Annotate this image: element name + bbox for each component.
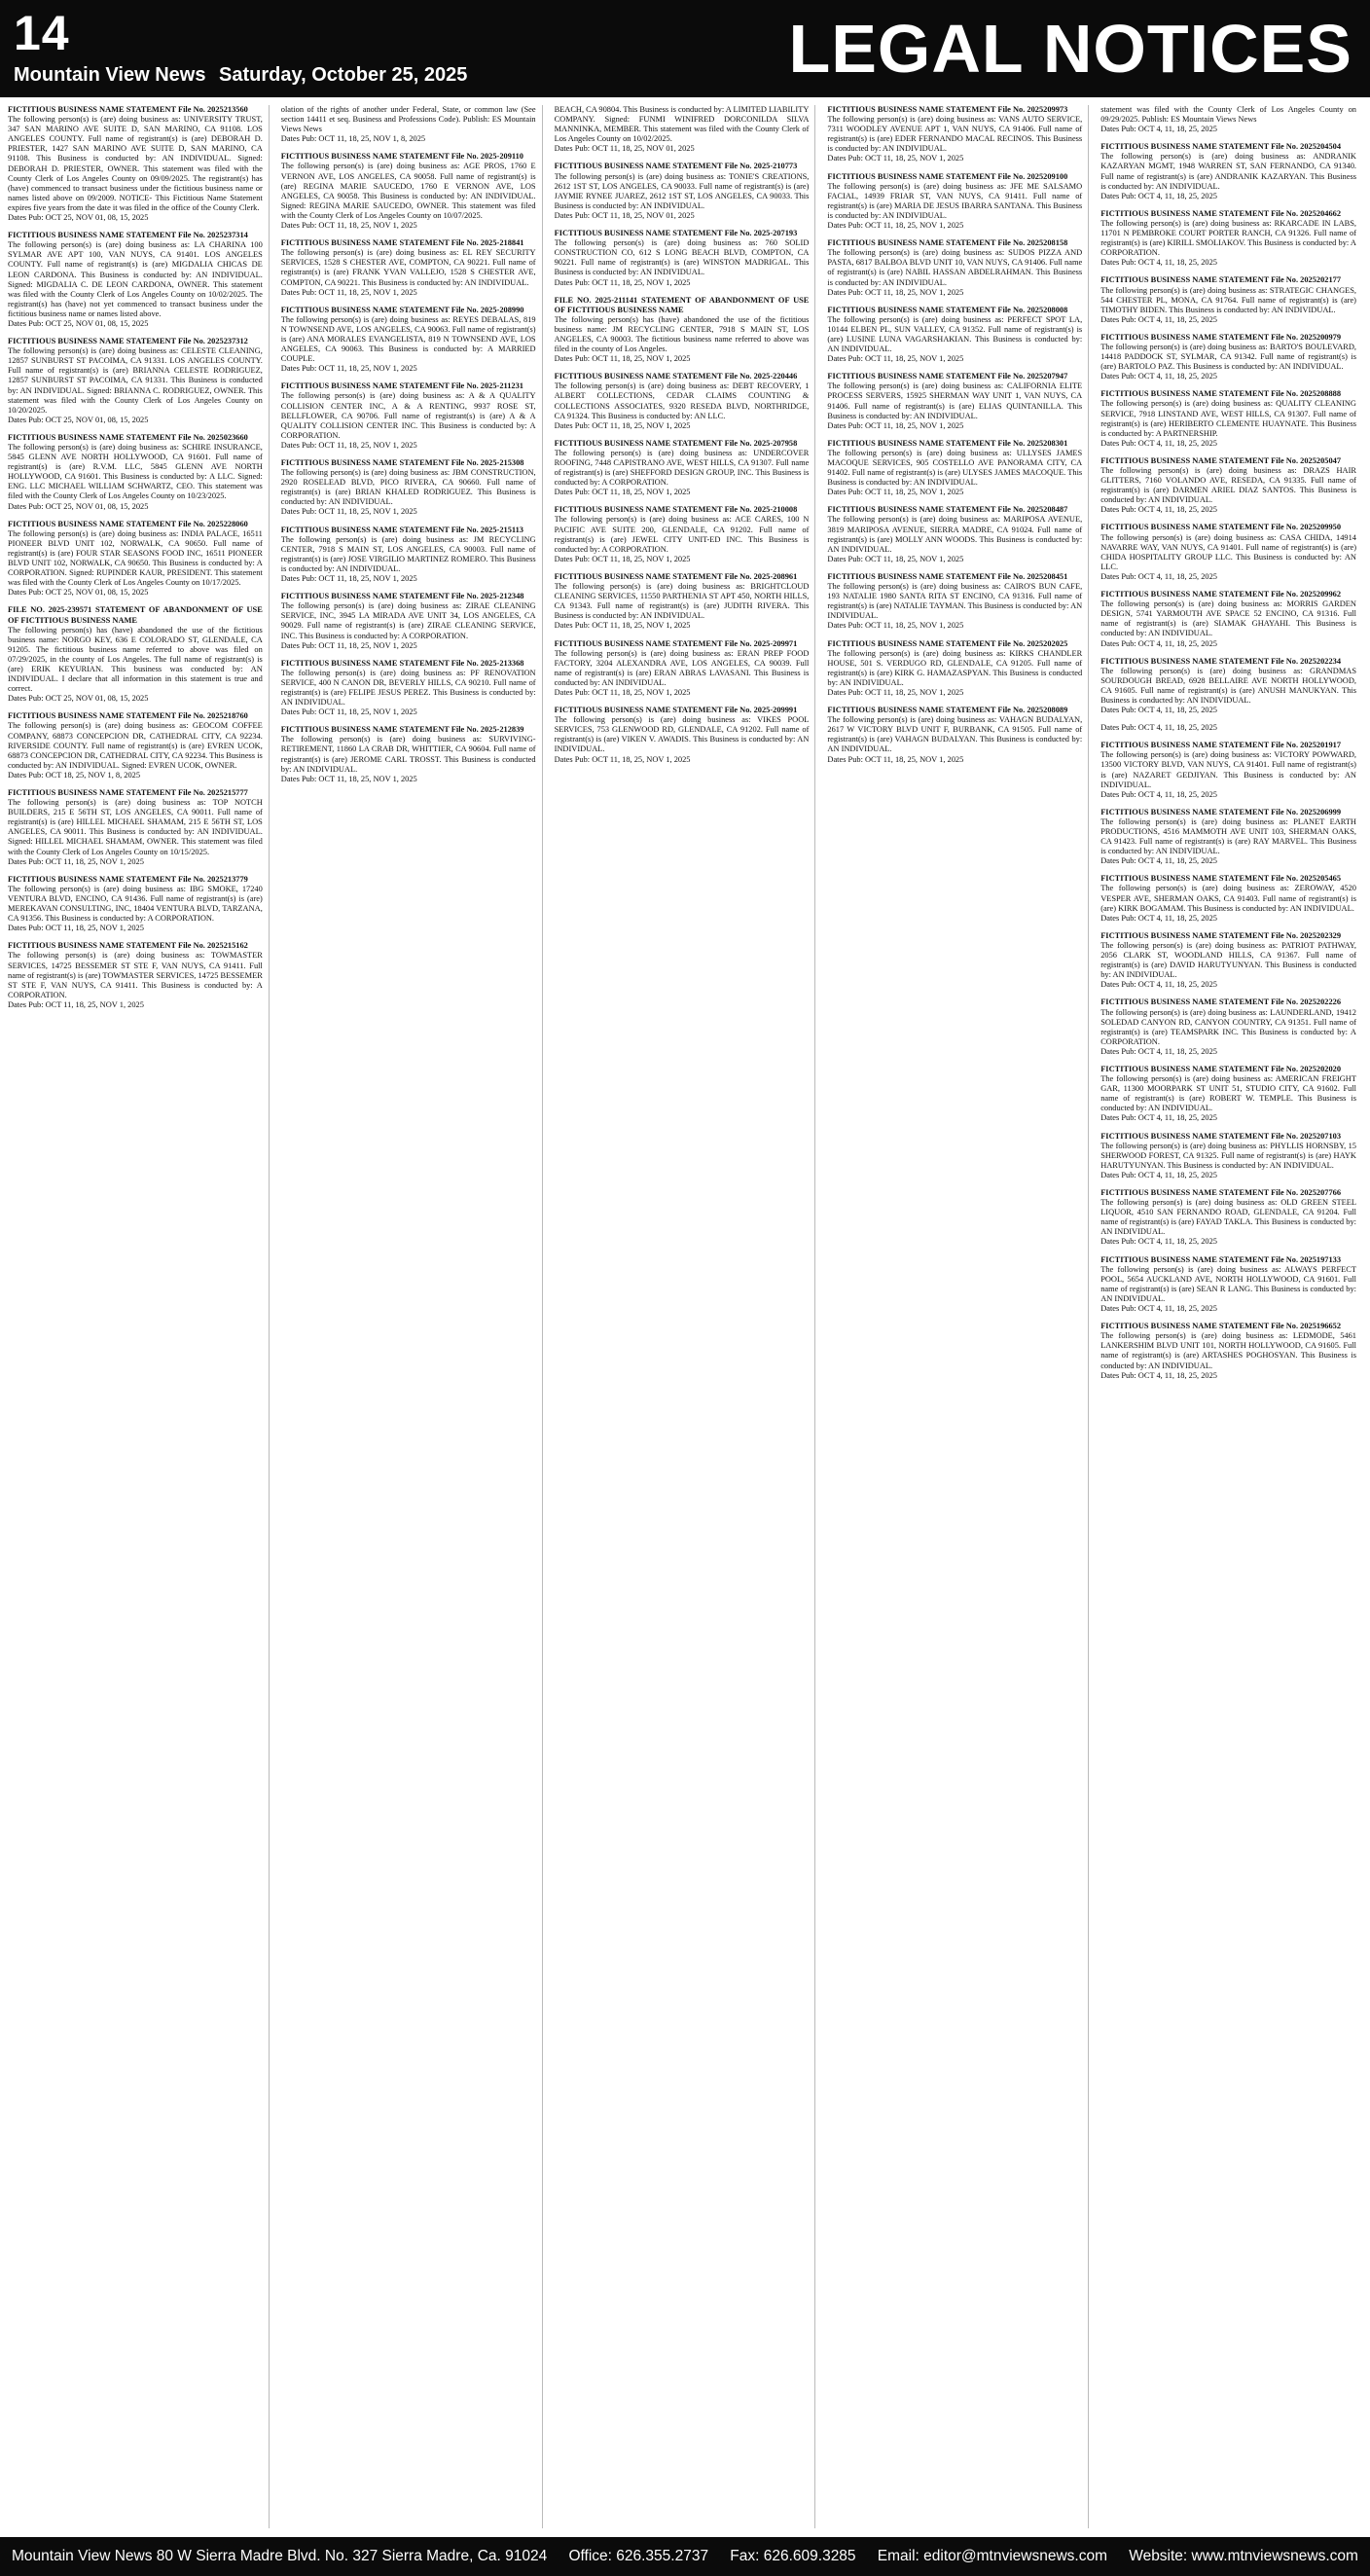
notice-head: FICTITIOUS BUSINESS NAME STATEMENT File No. 2025-215308 (280, 458, 524, 467)
notice-head: FICTITIOUS BUSINESS NAME STATEMENT File No. 2025207103 (1100, 1131, 1342, 1141)
notice-dates: Dates Pub: OCT 11, 18, 25, NOV 1, 2025 (827, 488, 964, 497)
notice-body: The following person(s) is (are) doing business as: UNIVERSITY TRUST, 347 SAN MARINO AVE SUITE D, SAN MARINO, CA 91108. LOS ANGELES COUNTY. Full name of registrant(s) is (are) DEBORAH D. PRIESTER, 1427 SAN MARINO AVE SUITE D, SAN MARINO, CA 91108. This Business is conducted by: AN INDIVIDUAL. Signed: DEBORAH D. PRIESTER, OWNER. This statement was filed with the County Clerk of Los Angeles County on 09/09/2025. The registrant(s) has (have) commenced to transact business under the fictitious business name or names listed above on 09/2009. NOTICE- This Fictitious Name Statement expires five years from the date it was filed in the office of the County Clerk. (8, 115, 263, 212)
notice-head: FICTITIOUS BUSINESS NAME STATEMENT File No. 2025-210008 (554, 505, 798, 515)
legal-notice (555, 439, 810, 498)
notice-body: The following person(s) is (are) doing business as: AMERICAN FREIGHT GAR, 11300 MOORPARK ST UNIT 51, STUDIO CITY, CA 91602. Full name of registrant(s) is (are) ROBERT W. TEMPLE. This Business is conducted by: AN INDIVIDUAL. (1100, 1074, 1356, 1113)
legal-notice (555, 572, 810, 632)
legal-notice (281, 381, 536, 451)
legal-notice (1100, 874, 1356, 923)
notice-head: FICTITIOUS BUSINESS NAME STATEMENT File No. 2025208451 (827, 571, 1068, 581)
masthead-banner (0, 0, 1370, 97)
notice-body: The following person(s) is (are) doing business as: LAUNDERLAND, 19412 SOLEDAD CANYON RD, CANYON COUNTRY, CA 91351. Full name of registrant(s) is (are) TEAMSPARK INC. This Business is conducted by: A CORPORATION. (1100, 1007, 1356, 1046)
notice-dates: Dates Pub: OCT 11, 18, 25, NOV 1, 2025 (280, 774, 417, 783)
notice-dates: Dates Pub: OCT 11, 18, 25, NOV 1, 2025 (8, 924, 144, 933)
notices-columns (8, 105, 1362, 2528)
legal-notice (827, 372, 1082, 431)
notice-head: FICTITIOUS BUSINESS NAME STATEMENT File No. 2025213779 (8, 874, 248, 884)
notice-body: Dates Pub: OCT 4, 11, 18, 25, 2025 (1100, 723, 1217, 733)
notice-body: The following person(s) has (have) abandoned the use of the fictitious business name: JM RECYCLING CENTER, 7918 S MAIN ST, LOS ANGELES, CA 90003. The fictitious business name referred to above was filed in the county of Los Angeles. (554, 314, 810, 354)
notice-body: The following person(s) is (are) doing business as: ALWAYS PERFECT POOL, 5654 AUCKLAND AVE, NORTH HOLLYWOOD, CA 91601. Full name of registrant(s) is (are) SEAN R LANG. This Business is conducted by: AN INDIVIDUAL. (1100, 1264, 1356, 1303)
legal-notice (555, 105, 810, 154)
notice-dates: Dates Pub: OCT 11, 18, 25, NOV 1, 2025 (280, 640, 417, 650)
legal-notice (281, 659, 536, 718)
legal-notice (281, 306, 536, 375)
notice-dates: Dates Pub: OCT 11, 18, 25, NOV 1, 2025 (554, 354, 691, 364)
notice-body: The following person(s) is (are) doing business as: OLD GREEN STEEL LIQUOR, 4510 SAN FERNANDO ROAD, GLENDALE, CA 91204. Full name of registrant(s) is (are) FAYAD TAKLA. This Business is conducted by: AN INDIVIDUAL. (1100, 1198, 1356, 1237)
legal-notice (827, 706, 1082, 765)
notice-head: FICTITIOUS BUSINESS NAME STATEMENT File No. 2025208301 (827, 438, 1068, 448)
legal-notice (827, 306, 1082, 365)
footer-website[interactable]: Website: www.mtnviewsnews.com (1129, 2548, 1358, 2564)
legal-notice (8, 520, 263, 599)
notice-head: FICTITIOUS BUSINESS NAME STATEMENT File No. 2025204504 (1100, 142, 1342, 152)
notice-body: The following person(s) is (are) doing business as: TONIE'S CREATIONS, 2612 1ST ST, LOS ANGELES, CA 90033. Full name of registrant(s) is (are) JAYMIE RYNEE JUAREZ, 2612 1ST ST, LOS ANGELES, CA 90033. This Business is conducted by: AN INDIVIDUAL. (554, 171, 810, 210)
notice-body: The following person(s) is (are) doing business as: INDIA PALACE, 16511 PIONEER BLVD UNIT 102, NORWALK, CA 90650. Full name of registrant(s) is (are) FOUR STAR SEASONS FOOD INC, 16511 PIONEER BLVD UNIT 102, NORWALK, CA 90650. This Business is conducted by: A CORPORATION. Signed: RUPINDER KAUR, PRESIDENT. This statement was filed with the County Clerk of Los Angeles County on 10/17/2025. (8, 528, 263, 588)
notice-head: FICTITIOUS BUSINESS NAME STATEMENT File No. 2025196652 (1100, 1322, 1342, 1331)
notice-dates: Dates Pub: OCT 11, 18, 25, NOV 1, 2025 (827, 154, 964, 163)
legal-notice (8, 711, 263, 780)
notice-column (8, 105, 270, 2528)
notice-body: The following person(s) is (are) doing business as: SUDOS PIZZA AND PASTA, 6817 BALBOA BLVD UNIT 10, VAN NUYS, CA 91406. Full name of registrant(s) is (are) NABIL HASSAN ABDELRAHMAN. This Business is conducted by: AN INDIVIDUAL. (827, 248, 1083, 287)
notice-head: FICTITIOUS BUSINESS NAME STATEMENT File No. 2025208487 (827, 505, 1068, 515)
notice-dates: Dates Pub: OCT 11, 18, 25, NOV 1, 2025 (827, 687, 964, 697)
legal-notice (1100, 741, 1356, 800)
notice-head: FICTITIOUS BUSINESS NAME STATEMENT File No. 2025206999 (1100, 807, 1342, 816)
notice-dates: Dates Pub: OCT 11, 18, 25, NOV 1, 2025 (280, 507, 417, 517)
notice-dates: Dates Pub: OCT 4, 11, 18, 25, 2025 (1100, 789, 1217, 799)
notice-body: The following person(s) is (are) doing business as: PF RENOVATION SERVICE, 400 N CANON DR, BEVERLY HILLS, CA 90210. Full name of registrant(s) is (are) FELIPE JESUS PEREZ. This Business is conducted by: AN INDIVIDUAL. (280, 668, 536, 707)
notice-dates: Dates Pub: OCT 11, 18, 25, NOV 1, 2025 (554, 754, 691, 764)
legal-notice (827, 572, 1082, 632)
notice-body: The following person(s) is (are) doing business as: QUALITY CLEANING SERVICE, 7918 LINSTAND AVE, WEST HILLS, CA 91307. Full name of registrant(s) is (are) HERIBERTO CLEMENTE HUAYNATE. This Business is conducted by: A PARTNERSHIP. (1100, 399, 1356, 438)
notice-body: The following person(s) has (have) abandoned the use of the fictitious business name: NORGO KEY, 636 E COLORADO ST, GLENDALE, CA 91205. The fictitious business name referred to above was filed on 07/29/2025, in the county of Los Angeles. The full name of registrant(s) is (are) ERIK KEYURIAN. This business was conducted by: AN INDIVIDUAL. I declare that all information in this statement is true and correct. (8, 625, 263, 694)
notice-head: FICTITIOUS BUSINESS NAME STATEMENT File No. 2025209100 (827, 171, 1068, 181)
legal-notice (281, 152, 536, 231)
notice-dates: Dates Pub: OCT 4, 11, 18, 25, 2025 (1100, 438, 1217, 448)
legal-notice (8, 605, 263, 704)
notice-body: The following person(s) is (are) doing business as: IBG SMOKE, 17240 VENTURA BLVD, ENCINO, CA 91436. Full name of registrant(s) is (are) MEREKAVAN CONSULTING, INC, 18404 VENTURA BLVD, TARZANA, CA 91356. This Business is conducted by: A CORPORATION. (8, 884, 263, 924)
notice-dates: Dates Pub: OCT 4, 11, 18, 25, 2025 (1100, 1113, 1217, 1123)
notice-head: FICTITIOUS BUSINESS NAME STATEMENT File No. 2025-213368 (280, 658, 524, 668)
notice-dates: Dates Pub: OCT 11, 18, 25, NOV 1, 2025 (8, 999, 144, 1009)
publication-name: Mountain View News (14, 64, 206, 86)
legal-notice (1100, 723, 1356, 733)
legal-notice (8, 788, 263, 867)
legal-notice (555, 296, 810, 365)
notice-body: The following person(s) is (are) doing business as: JM RECYCLING CENTER, 7918 S MAIN ST, LOS ANGELES, CA 90003. Full name of registrant(s) is (are) JOSE VIRGILIO MARTINEZ ROMERO. This Business is conducted by: AN INDIVIDUAL. (280, 534, 536, 573)
notice-dates: Dates Pub: OCT 18, 25, NOV 1, 8, 2025 (8, 770, 141, 780)
legal-notice (281, 238, 536, 298)
notice-body: The following person(s) is (are) doing business as: EL REY SECURITY SERVICES, 1528 S CHESTER AVE, COMPTON, CA 90221. Full name of registrant(s) is (are) FRANK YVAN VALLEJO, 1528 S CHESTER AVE, COMPTON, CA 90221. This Business is conducted by: AN INDIVIDUAL. (280, 248, 536, 287)
notice-body: The following person(s) is (are) doing business as: GEOCOM COFFEE COMPANY, 68873 CONCEPCION DR, CATHEDRAL CITY, CA 92234. RIVERSIDE COUNTY. Full name of registrant(s) is (are) EVREN UCOK, 68873 CONCEPCION DR, CATHEDRAL CITY, CA 92234. This Business is conducted by: AN INDIVIDUAL. Signed: EVREN UCOK, OWNER. (8, 721, 263, 770)
notice-body: The following person(s) is (are) doing business as: REYES DEBALAS, 819 N TOWNSEND AVE, LOS ANGELES, CA 90063. Full name of registrant(s) is (are) ANA MORALES EVANGELISTA, 819 N TOWNSEND AVE, LOS ANGELES, CA 90063. This Business is conducted by: A MARRIED COUPLE. (280, 314, 536, 364)
legal-notice (8, 337, 263, 425)
notice-body: The following person(s) is (are) doing business as: TOWMASTER SERVICES, 14725 BESSEMER ST STE F, VAN NUYS, CA 91411. Full name of registrant(s) is (are) TOWMASTER SERVICES, 14725 BESSEMER ST STE F, VAN NUYS, CA 91411. This Business is conducted by: A CORPORATION. (8, 951, 263, 999)
notice-head: FICTITIOUS BUSINESS NAME STATEMENT File No. 2025228060 (8, 519, 248, 528)
legal-notice (827, 439, 1082, 498)
legal-notice (827, 238, 1082, 298)
notice-dates: Dates Pub: OCT 11, 18, 25, NOV 1, 2025 (827, 221, 964, 231)
notice-head: FICTITIOUS BUSINESS NAME STATEMENT File No. 2025209950 (1100, 523, 1342, 532)
notice-dates: Dates Pub: OCT 11, 18, 25, NOV 1, 2025 (827, 287, 964, 297)
notice-dates: Dates Pub: OCT 4, 11, 18, 25, 2025 (1100, 856, 1217, 866)
legal-notice (1100, 808, 1356, 867)
notice-dates: Dates Pub: OCT 11, 18, 25, NOV 1, 2025 (554, 277, 691, 287)
notice-column (281, 105, 543, 2528)
legal-notice (1100, 1255, 1356, 1315)
legal-notice (1100, 1065, 1356, 1124)
notice-dates: Dates Pub: OCT 4, 11, 18, 25, 2025 (1100, 191, 1217, 200)
notice-dates: Dates Pub: OCT 4, 11, 18, 25, 2025 (1100, 980, 1217, 990)
notice-dates: Dates Pub: OCT 4, 11, 18, 25, 2025 (1100, 372, 1217, 381)
notice-head: FICTITIOUS BUSINESS NAME STATEMENT File No. 2025-211231 (280, 381, 523, 391)
notice-head: FICTITIOUS BUSINESS NAME STATEMENT File No. 2025208008 (827, 305, 1068, 314)
notice-body: The following person(s) is (are) doing business as: ERAN PREP FOOD FACTORY, 3204 ALEXANDRA AVE, LOS ANGELES, CA 90039. Full name of registrant(s) is (are) ERAN ABRAS LAVASANI. This Business is conducted by: AN INDIVIDUAL. (554, 648, 810, 687)
notice-body: The following person(s) is (are) doing business as: CALIFORNIA ELITE PROCESS SERVERS, 15925 SHERMAN WAY UNIT 1, VAN NUYS, CA 91406. Full name of registrant(s) is (are) ELIAS QUINTANILLA. This Business is conducted by: AN INDIVIDUAL. (827, 381, 1083, 420)
notice-dates: Dates Pub: OCT 11, 18, 25, NOV 1, 2025 (827, 420, 964, 430)
notice-head: FICTITIOUS BUSINESS NAME STATEMENT File No. 2025202234 (1100, 656, 1342, 666)
legal-notice (1100, 1322, 1356, 1381)
notice-head: FICTITIOUS BUSINESS NAME STATEMENT File No. 2025208158 (827, 238, 1068, 248)
notice-head: FICTITIOUS BUSINESS NAME STATEMENT File No. 2025202177 (1100, 275, 1342, 285)
notice-head: FICTITIOUS BUSINESS NAME STATEMENT File No. 2025-212348 (280, 592, 524, 601)
notice-head: FICTITIOUS BUSINESS NAME STATEMENT File No. 2025200979 (1100, 332, 1342, 342)
notice-dates: Dates Pub: OCT 4, 11, 18, 25, 2025 (1100, 913, 1217, 923)
legal-notice (1100, 209, 1356, 269)
notice-body: BEACH, CA 90804. This Business is conducted by: A LIMITED LIABILITY COMPANY. Signed: FUNMI WINIFRED DORCONILDA SILVA MANNINKA, MEMBER. This statement was filed with the County Clerk of Los Angeles County on 10/02/2025. (554, 105, 810, 144)
notice-body: The following person(s) is (are) doing business as: DEBT RECOVERY, 1 ALBERT COLLECTIONS, CEDAR CLAIMS COUNTING & COLLECTIONS ASSOCIATES, 9320 RESEDA BLVD, NORTHRIDGE, CA 91324. This Business is conducted by: AN LLC. (554, 381, 810, 420)
legal-notice (555, 639, 810, 699)
notice-dates: Dates Pub: OCT 11, 18, 25, NOV 1, 2025 (280, 574, 417, 584)
notice-body: The following person(s) is (are) doing business as: UNDERCOVER ROOFING, 7448 CAPISTRANO AVE, WEST HILLS, CA 91307. Full name of registrant(s) is (are) SHEFFORD DESIGN GROUP, INC. This Business is conducted by: A CORPORATION. (554, 448, 810, 488)
notice-dates: Dates Pub: OCT 25, NOV 01, 08, 15, 2025 (8, 415, 149, 424)
legal-notice (555, 372, 810, 431)
publication-line (14, 64, 467, 87)
notice-dates: Dates Pub: OCT 11, 18, 25, NOV 1, 2025 (827, 621, 964, 631)
notice-dates: Dates Pub: OCT 4, 11, 18, 25, 2025 (1100, 314, 1217, 324)
notice-body: The following person(s) is (are) doing business as: 760 SOLID CONSTRUCTION CO, 612 S LONG BEACH BLVD, COMPTON, CA 90221. Full name of registrant(s) is (are) WINSTON MADRIGAL. This Business is conducted by: AN INDIVIDUAL. (554, 238, 810, 277)
notice-dates: Dates Pub: OCT 11, 18, 25, NOV 1, 8, 2025 (280, 134, 426, 144)
notice-head: FICTITIOUS BUSINESS NAME STATEMENT File No. 2025-209971 (554, 638, 798, 648)
legal-notice (8, 231, 263, 329)
notice-head: FICTITIOUS BUSINESS NAME STATEMENT File No. 2025-209991 (554, 706, 798, 715)
notice-dates: Dates Pub: OCT 11, 18, 25, NOV 1, 2025 (280, 221, 417, 231)
notice-body: The following person(s) is (are) doing business as: PHYLLIS HORNSBY, 15 SHERWOOD FOREST, CA 91325. Full name of registrant(s) is (are) HAYK HARUTYUNYAN. This Business is conducted by: AN INDIVIDUAL. (1100, 1141, 1356, 1170)
notice-head: FICTITIOUS BUSINESS NAME STATEMENT File No. 2025-208961 (554, 571, 798, 581)
legal-notice (1100, 105, 1356, 134)
notice-body: The following person(s) is (are) doing business as: ZIRAE CLEANING SERVICE, INC, 3945 LA MIRADA AVE UNIT 34, LOS ANGELES, CA 90029. Full name of registrant(s) is (are) ZIRAE CLEANING SERVICE, INC. This Business is conducted by: A CORPORATION. (280, 601, 536, 640)
notice-head: FICTITIOUS BUSINESS NAME STATEMENT File No. 2025215162 (8, 941, 248, 951)
notice-dates: Dates Pub: OCT 11, 18, 25, NOV 1, 2025 (827, 354, 964, 364)
notice-head: FICTITIOUS BUSINESS NAME STATEMENT File No. 2025-208990 (280, 305, 524, 314)
notice-head: FILE NO. 2025-239571 STATEMENT OF ABANDONMENT OF USE OF FICTITIOUS BUSINESS NAME (8, 605, 263, 625)
notice-head: FICTITIOUS BUSINESS NAME STATEMENT File No. 2025202226 (1100, 998, 1342, 1007)
notice-dates: Dates Pub: OCT 4, 11, 18, 25, 2025 (1100, 1370, 1217, 1380)
notice-head: FICTITIOUS BUSINESS NAME STATEMENT File No. 2025197133 (1100, 1254, 1342, 1264)
notice-body: The following person(s) is (are) doing business as: STRATEGIC CHANGES, 544 CHESTER PL, MONA, CA 91764. Full name of registrant(s) is (are) TIMOTHY BIDEN. This Business is conducted by: AN INDIVIDUAL. (1100, 285, 1356, 314)
notice-head: FILE NO. 2025-211141 STATEMENT OF ABANDONMENT OF USE OF FICTITIOUS BUSINESS NAME (554, 295, 810, 314)
legal-notice (1100, 657, 1356, 716)
notice-body: The following person(s) is (are) doing business as: CAIRO'S BUN CAFE, 193 NATALIE 1980 SANTA RITA ST ENCINO, CA 91316. Full name of registrant(s) is (are) NATALIE TAYMAN. This Business is conducted by: AN INDIVIDUAL. (827, 582, 1083, 621)
legal-notice (8, 433, 263, 512)
footer-address: Mountain View News 80 W Sierra Madre Blvd. No. 327 Sierra Madre, Ca. 91024 (12, 2548, 548, 2564)
notice-dates: Dates Pub: OCT 4, 11, 18, 25, 2025 (1100, 1046, 1217, 1056)
notice-body: The following person(s) is (are) doing business as: PERFECT SPOT LA, 10144 ELBEN PL, SUN VALLEY, CA 91352. Full name of registrant(s) is (are) LUSINE LUNA VAGARSHAKIAN. This Business is conducted by: AN INDIVIDUAL. (827, 314, 1083, 354)
notice-column (827, 105, 1089, 2528)
notice-dates: Dates Pub: OCT 11, 18, 25, NOV 1, 2025 (280, 440, 417, 450)
legal-notice (1100, 998, 1356, 1057)
notice-head: FICTITIOUS BUSINESS NAME STATEMENT File No. 2025204662 (1100, 208, 1342, 218)
notice-body: The following person(s) is (are) doing business as: CELESTE CLEANING, 12857 SUNBURST ST PACOIMA, CA 91331. LOS ANGELES COUNTY. Full name of registrant(s) is (are) BRIANNA CELESTE RODRIGUEZ, 12857 SUNBURST ST PACOIMA, CA 91331. This Business is conducted by: AN INDIVIDUAL. Signed: BRIANNA C. RODRIGUEZ, OWNER. This statement was filed with the County Clerk of Los Angeles County on 10/20/2025. (8, 346, 263, 415)
legal-notice (8, 875, 263, 934)
notice-body: statement was filed with the County Clerk of Los Angeles County on 09/29/2025. Publish: ES Mountain Views News (1100, 105, 1356, 125)
notice-body: The following person(s) is (are) doing business as: LA CHARINA 100 SYLMAR AVE APT 100, VAN NUYS, CA 91401. LOS ANGELES COUNTY. Full name of registrant(s) is (are) MIGDALIA CHICAS DE LEON CARDONA. This Business is conducted by: AN INDIVIDUAL. Signed: MIGDALIA C. DE LEON CARDONA, OWNER. This statement was filed with the County Clerk of Los Angeles County on 10/02/2025. The registrant(s) has (have) not yet commenced to transact business under the fictitious business name or names listed above. (8, 240, 263, 318)
notice-column (1100, 105, 1362, 2528)
notice-body: The following person(s) is (are) doing business as: ACE CARES, 100 N PACIFIC AVE SUITE 200, GLENDALE, CA 91202. Full name of registrant(s) is (are) JEWEL CITY UNIT-ED INC. This Business is conducted by: A CORPORATION. (554, 515, 810, 554)
notice-body: The following person(s) is (are) doing business as: LEDMODE, 5461 LANKERSHIM BLVD UNIT 101, NORTH HOLLYWOOD, CA 91605. Full name of registrant(s) is (are) ARTASHES POGHOSYAN. This Business is conducted by: AN INDIVIDUAL. (1100, 1331, 1356, 1370)
notice-body: The following person(s) is (are) doing business as: JBM CONSTRUCTION, 2920 ROSELEAD BLVD, PICO RIVERA, CA 90660. Full name of registrant(s) is (are) BRIAN KHALED RODRIGUEZ. This Business is conducted by: AN INDIVIDUAL. (280, 468, 536, 507)
notice-dates: Dates Pub: OCT 25, NOV 01, 08, 15, 2025 (8, 588, 149, 598)
notice-dates: Dates Pub: OCT 11, 18, 25, NOV 1, 2025 (827, 754, 964, 764)
notice-body: The following person(s) is (are) doing business as: DRAZS HAIR GLITTERS, 7160 VOLANDO AVE, RESEDA, CA 91335. Full name of registrant(s) is (are) DARMEN ARIEL DIAZ SANTOS. This Business is conducted by: AN INDIVIDUAL. (1100, 466, 1356, 505)
notice-dates: Dates Pub: OCT 11, 18, 25, NOV 1, 2025 (827, 554, 964, 563)
notice-body: The following person(s) is (are) doing business as: VAHAGN BUDALYAN, 2617 W VICTORY BLVD UNIT F, BURBANK, CA 91505. Full name of registrant(s) is (are) VAHAGN BUDALYAN. This Business is conducted by: AN INDIVIDUAL. (827, 715, 1083, 754)
legal-notice (555, 229, 810, 288)
notice-dates: Dates Pub: OCT 4, 11, 18, 25, 2025 (1100, 505, 1217, 515)
notice-dates: Dates Pub: OCT 11, 18, 25, NOV 1, 2025 (554, 554, 691, 563)
notice-body: The following person(s) is (are) doing business as: ZEROWAY, 4520 VESPER AVE, SHERMAN OAKS, CA 91403. Full name of registrant(s) is (are) KIRK BOGAMAM. This Business is conducted by: AN INDIVIDUAL. (1100, 884, 1356, 913)
notice-head: FICTITIOUS BUSINESS NAME STATEMENT File No. 2025237312 (8, 337, 248, 346)
notice-dates: Dates Pub: OCT 25, NOV 01, 08, 15, 2025 (8, 501, 149, 511)
notice-body: The following person(s) is (are) doing business as: PATRIOT PATHWAY, 2056 CLARK ST, WOODLAND HILLS, CA 91367. Full name of registrant(s) is (are) DAVID HARUTYUNYAN. This Business is conducted by: AN INDIVIDUAL. (1100, 940, 1356, 980)
notice-dates: Dates Pub: OCT 11, 18, 25, NOV 1, 2025 (554, 687, 691, 697)
notice-body: The following person(s) is (are) doing business as: VANS AUTO SERVICE, 7311 WOODLEY AVENUE APT 1, VAN NUYS, CA 91406. Full name of registrant(s) is (are) EDER FERNANDO MACAL RECINOS. This Business is conducted by: AN INDIVIDUAL. (827, 115, 1083, 154)
notice-dates: Dates Pub: OCT 11, 18, 25, NOV 1, 2025 (280, 707, 417, 717)
notice-body: The following person(s) is (are) doing business as: BARTO'S BOULEVARD, 14418 PADDOCK ST, SYLMAR, CA 91342. Full name of registrant(s) is (are) BARTOLO PAZ. This Business is conducted by: AN INDIVIDUAL. (1100, 342, 1356, 372)
legal-notice (1100, 931, 1356, 991)
notice-dates: Dates Pub: OCT 11, 18, 25, NOV 1, 2025 (280, 287, 417, 297)
notice-body: The following person(s) is (are) doing business as: MORRIS GARDEN DESIGN, 5741 YARMOUTH AVE SPACE 52 ENCINO, CA 91316. Full name of registrant(s) is (are) SIAMAK GHAYAHI. This Business is conducted by: AN INDIVIDUAL. (1100, 599, 1356, 638)
notice-head: FICTITIOUS BUSINESS NAME STATEMENT File No. 2025208089 (827, 706, 1068, 715)
legal-notice (555, 162, 810, 221)
legal-notice (281, 725, 536, 784)
notice-body: The following person(s) is (are) doing business as: ANDRANIK KAZARYAN MGMT, 1948 WARREN ST, SAN FERNANDO, CA 91340. Full name of registrant(s) is (are) ANDRANIK KAZARYAN. This Business is conducted by: AN INDIVIDUAL. (1100, 152, 1356, 191)
legal-notice (281, 105, 536, 144)
footer-email[interactable]: Email: editor@mtnviewsnews.com (877, 2548, 1108, 2564)
publication-date: Saturday, October 25, 2025 (219, 64, 468, 86)
notice-head: FICTITIOUS BUSINESS NAME STATEMENT File No. 2025209962 (1100, 590, 1342, 599)
legal-notice (1100, 389, 1356, 449)
notice-head: FICTITIOUS BUSINESS NAME STATEMENT File No. 2025205047 (1100, 455, 1342, 465)
notice-head: FICTITIOUS BUSINESS NAME STATEMENT File No. 2025205465 (1100, 874, 1342, 884)
notice-head: FICTITIOUS BUSINESS NAME STATEMENT File No. 2025202020 (1100, 1064, 1342, 1073)
notice-head: FICTITIOUS BUSINESS NAME STATEMENT File No. 2025207947 (827, 372, 1068, 381)
notice-dates: Dates Pub: OCT 4, 11, 18, 25, 2025 (1100, 706, 1217, 715)
notice-head: FICTITIOUS BUSINESS NAME STATEMENT File No. 2025207766 (1100, 1188, 1342, 1197)
footer-bar (0, 2537, 1370, 2576)
notice-body: The following person(s) is (are) doing business as: VIKES POOL SERVICES, 753 GLENWOOD RD, GLENDALE, CA 91202. Full name of registrant(s) is (are) VIKEN V. AWADIS. This Business is conducted by: AN INDIVIDUAL. (554, 715, 810, 754)
notice-dates: Dates Pub: OCT 4, 11, 18, 25, 2025 (1100, 1304, 1217, 1314)
notice-head: FICTITIOUS BUSINESS NAME STATEMENT File No. 2025237314 (8, 231, 248, 240)
notice-head: FICTITIOUS BUSINESS NAME STATEMENT File No. 2025201917 (1100, 741, 1342, 750)
notice-body: The following person(s) is (are) doing business as: KIRKS CHANDLER HOUSE, 501 S. VERDUGO RD, GLENDALE, CA 91205. Full name of registrant(s) is (are) KIRK G. HAMAZASPYAN. This Business is conducted by: AN INDIVIDUAL. (827, 648, 1083, 687)
section-title: LEGAL NOTICES (788, 11, 1352, 87)
legal-notice (8, 941, 263, 1010)
legal-notice (1100, 142, 1356, 201)
notice-column (555, 105, 816, 2528)
notice-dates: Dates Pub: OCT 11, 18, 25, NOV 01, 2025 (554, 144, 695, 154)
notice-dates: Dates Pub: OCT 4, 11, 18, 25, 2025 (1100, 638, 1217, 648)
notice-head: FICTITIOUS BUSINESS NAME STATEMENT File No. 2025215777 (8, 788, 248, 797)
notice-head: FICTITIOUS BUSINESS NAME STATEMENT File No. 2025023660 (8, 432, 248, 442)
legal-notice (281, 526, 536, 585)
notice-head: FICTITIOUS BUSINESS NAME STATEMENT File No. 2025-212839 (280, 725, 524, 735)
footer-office: Office: 626.355.2737 (568, 2548, 709, 2564)
notice-dates: Dates Pub: OCT 25, NOV 01, 08, 15, 2025 (8, 213, 149, 223)
notice-dates: Dates Pub: OCT 11, 18, 25, NOV 01, 2025 (554, 210, 695, 220)
notice-body: The following person(s) is (are) doing business as: GRANDMAS SOURDOUGH BREAD, 6928 BELLAIRE AVE NORTH HOLLYWOOD, CA 91605. Full name of registrant(s) is (are) ANUSH MANUKYAN. This Business is conducted by: AN INDIVIDUAL. (1100, 666, 1356, 705)
notice-head: FICTITIOUS BUSINESS NAME STATEMENT File No. 2025208888 (1100, 389, 1342, 399)
notice-dates: Dates Pub: OCT 11, 18, 25, NOV 1, 2025 (280, 364, 417, 374)
notice-body: The following person(s) is (are) doing business as: A & A QUALITY COLLISION CENTER INC, A & A RENTING, 9937 ROSE ST, BELLFLOWER, CA 90706. Full name of registrant(s) is (are) A & A QUALITY COLLISION CENTER INC. This Business is conducted by: A CORPORATION. (280, 391, 536, 440)
notice-dates: Dates Pub: OCT 11, 18, 25, NOV 1, 2025 (554, 621, 691, 631)
notice-body: olation of the rights of another under Federal, State, or common law (See section 14411 et seq. Business and Professions Code). Publish: ES Mountain Views News (280, 105, 536, 134)
notice-body: The following person(s) is (are) doing business as: TOP NOTCH BUILDERS, 215 E 56TH ST, LOS ANGELES, CA 90011. Full name of registrant(s) is (are) HILLEL MICHAEL SHAMAM, 215 E 56TH ST, LOS ANGELES, CA 90011. This Business is conducted by: AN INDIVIDUAL. Signed: HILLEL MICHAEL SHAMAM, OWNER. This statement was filed with the County Clerk of Los Angeles County on 10/15/2025. (8, 798, 263, 856)
footer-fax: Fax: 626.609.3285 (730, 2548, 856, 2564)
notice-body: The following person(s) is (are) doing business as: SURVIVING-RETIREMENT, 11860 LA CRAB DR, WHITTIER, CA 90604. Full name of registrant(s) is (are) JEROME CARL TROSST. This Business is conducted by: AN INDIVIDUAL. (280, 735, 536, 774)
legal-notice (1100, 456, 1356, 516)
legal-notice (827, 639, 1082, 699)
legal-notice (8, 105, 263, 223)
notice-dates: Dates Pub: OCT 4, 11, 18, 25, 2025 (1100, 1237, 1217, 1247)
notice-body: The following person(s) is (are) doing business as: VICTORY POWWARD, 13500 VICTORY BLVD, VAN NUYS, CA 91401. Full name of registrant(s) is (are) NAZARET GEDJIYAN. This Business is conducted by: AN INDIVIDUAL. (1100, 750, 1356, 789)
legal-notice (281, 458, 536, 518)
notice-dates: Dates Pub: OCT 25, NOV 01, 08, 15, 2025 (8, 694, 149, 704)
notice-body: The following person(s) is (are) doing business as: PLANET EARTH PRODUCTIONS, 4516 MAMMOTH AVE UNIT 103, SHERMAN OAKS, CA 91423. Full name of registrant(s) is (are) RAY MARVEL. This Business is conducted by: AN INDIVIDUAL. (1100, 816, 1356, 856)
notice-dates: Dates Pub: OCT 25, NOV 01, 08, 15, 2025 (8, 318, 149, 328)
legal-notice (1100, 590, 1356, 649)
notice-dates: Dates Pub: OCT 4, 11, 18, 25, 2025 (1100, 1170, 1217, 1179)
notice-head: FICTITIOUS BUSINESS NAME STATEMENT File No. 2025-210773 (554, 162, 798, 171)
legal-notice (827, 505, 1082, 564)
legal-notice (1100, 523, 1356, 582)
legal-notice (1100, 1188, 1356, 1248)
legal-notice (1100, 1132, 1356, 1180)
notice-dates: Dates Pub: OCT 4, 11, 18, 25, 2025 (1100, 258, 1217, 268)
notice-head: FICTITIOUS BUSINESS NAME STATEMENT File No. 2025202025 (827, 638, 1068, 648)
page-number: 14 (14, 6, 70, 60)
notice-body: The following person(s) is (are) doing business as: ULLYSES JAMES MACOQUE SERVICES, 905 COSTELLO AVE PANORAMA CITY, CA 91402. Full name of registrant(s) is (are) ULYSES JAMES MACOQUE. This Business is conducted by: AN INDIVIDUAL. (827, 448, 1083, 488)
notice-head: FICTITIOUS BUSINESS NAME STATEMENT File No. 2025-209110 (280, 152, 523, 162)
notice-dates: Dates Pub: OCT 4, 11, 18, 25, 2025 (1100, 571, 1217, 581)
notice-head: FICTITIOUS BUSINESS NAME STATEMENT File No. 2025-215113 (280, 525, 523, 534)
notice-dates: Dates Pub: OCT 4, 11, 18, 25, 2025 (1100, 125, 1217, 134)
legal-notice (555, 706, 810, 765)
notice-head: FICTITIOUS BUSINESS NAME STATEMENT File No. 2025-207193 (554, 229, 798, 238)
notice-body: The following person(s) is (are) doing business as: SCHIRE INSURANCE, 5845 GLENN AVE NORTH HOLLYWOOD, CA 91601. Full name of registrant(s) is (are) R.V.M. LLC, 5845 GLENN AVE NORTH HOLLYWOOD, CA 91601. This Business is conducted by: A LLC. Signed: ENG. LLC MICHAEL WILLIAM SCHWARTZ, CEO. This statement was filed with the County Clerk of Los Angeles County on 10/23/2025. (8, 443, 263, 501)
notice-head: FICTITIOUS BUSINESS NAME STATEMENT File No. 2025-207958 (554, 438, 798, 448)
legal-notice (281, 592, 536, 651)
notice-dates: Dates Pub: OCT 11, 18, 25, NOV 1, 2025 (554, 420, 691, 430)
legal-notice (555, 505, 810, 564)
legal-notice (1100, 275, 1356, 324)
notice-head: FICTITIOUS BUSINESS NAME STATEMENT File No. 2025213560 (8, 105, 248, 114)
notice-head: FICTITIOUS BUSINESS NAME STATEMENT File No. 2025202329 (1100, 930, 1342, 940)
notice-body: The following person(s) is (are) doing business as: RKARCADE IN LABS, 11701 N PEMBROKE COURT PORTER RANCH, CA 91326. Full name of registrant(s) is (are) KIRILL SMOLIAKOV. This Business is conducted by: A CORPORATION. (1100, 218, 1356, 258)
notice-head: FICTITIOUS BUSINESS NAME STATEMENT File No. 2025-220446 (554, 372, 798, 381)
notice-body: The following person(s) is (are) doing business as: AGE PROS, 1760 E VERNON AVE, LOS ANGELES, CA 90058. Full name of registrant(s) is (are) REGINA MARIE SAUCEDO, 1760 E VERNON AVE, LOS ANGELES, CA 90058. This Business is conducted by: AN INDIVIDUAL. Signed: REGINA MARIE SAUCEDO, OWNER. This statement was filed with the County Clerk of Los Angeles County on 10/07/2025. (280, 162, 536, 220)
notice-body: The following person(s) is (are) doing business as: BRIGHTCLOUD CLEANING SERVICES, 11550 PARTHENIA ST APT 450, NORTH HILLS, CA 91343. Full name of registrant(s) is (are) JUDITH RIVERA. This Business is conducted by: AN INDIVIDUAL. (554, 582, 810, 621)
notice-dates: Dates Pub: OCT 11, 18, 25, NOV 1, 2025 (554, 488, 691, 497)
legal-notice (1100, 333, 1356, 381)
notice-head: FICTITIOUS BUSINESS NAME STATEMENT File No. 2025-218841 (280, 238, 524, 248)
notice-head: FICTITIOUS BUSINESS NAME STATEMENT File No. 2025218760 (8, 711, 248, 721)
notice-body: The following person(s) is (are) doing business as: MARIPOSA AVENUE, 3819 MARIPOSA AVENUE, SIERRA MADRE, CA 91024. Full name of registrant(s) is (are) MOLLY ANN WOODS. This Business is conducted by: AN INDIVIDUAL. (827, 515, 1083, 554)
legal-notice (827, 105, 1082, 164)
notice-body: The following person(s) is (are) doing business as: CASA CHIDA, 14914 NAVARRE WAY, VAN NUYS, CA 91401. Full name of registrant(s) is (are) CHIDA HOSPITALITY GROUP LLC. This Business is conducted by: AN LLC. (1100, 532, 1356, 571)
notice-dates: Dates Pub: OCT 11, 18, 25, NOV 1, 2025 (8, 856, 144, 866)
legal-notice (827, 172, 1082, 232)
notice-body: The following person(s) is (are) doing business as: JFE ME SALSAMO FACIAL, 14939 FRIAR ST, VAN NUYS, CA 91411. Full name of registrant(s) is (are) MARIA DE JESUS IBARRA SANTANA. This Business is conducted by: AN INDIVIDUAL. (827, 181, 1083, 220)
notice-head: FICTITIOUS BUSINESS NAME STATEMENT File No. 2025209973 (827, 105, 1068, 114)
